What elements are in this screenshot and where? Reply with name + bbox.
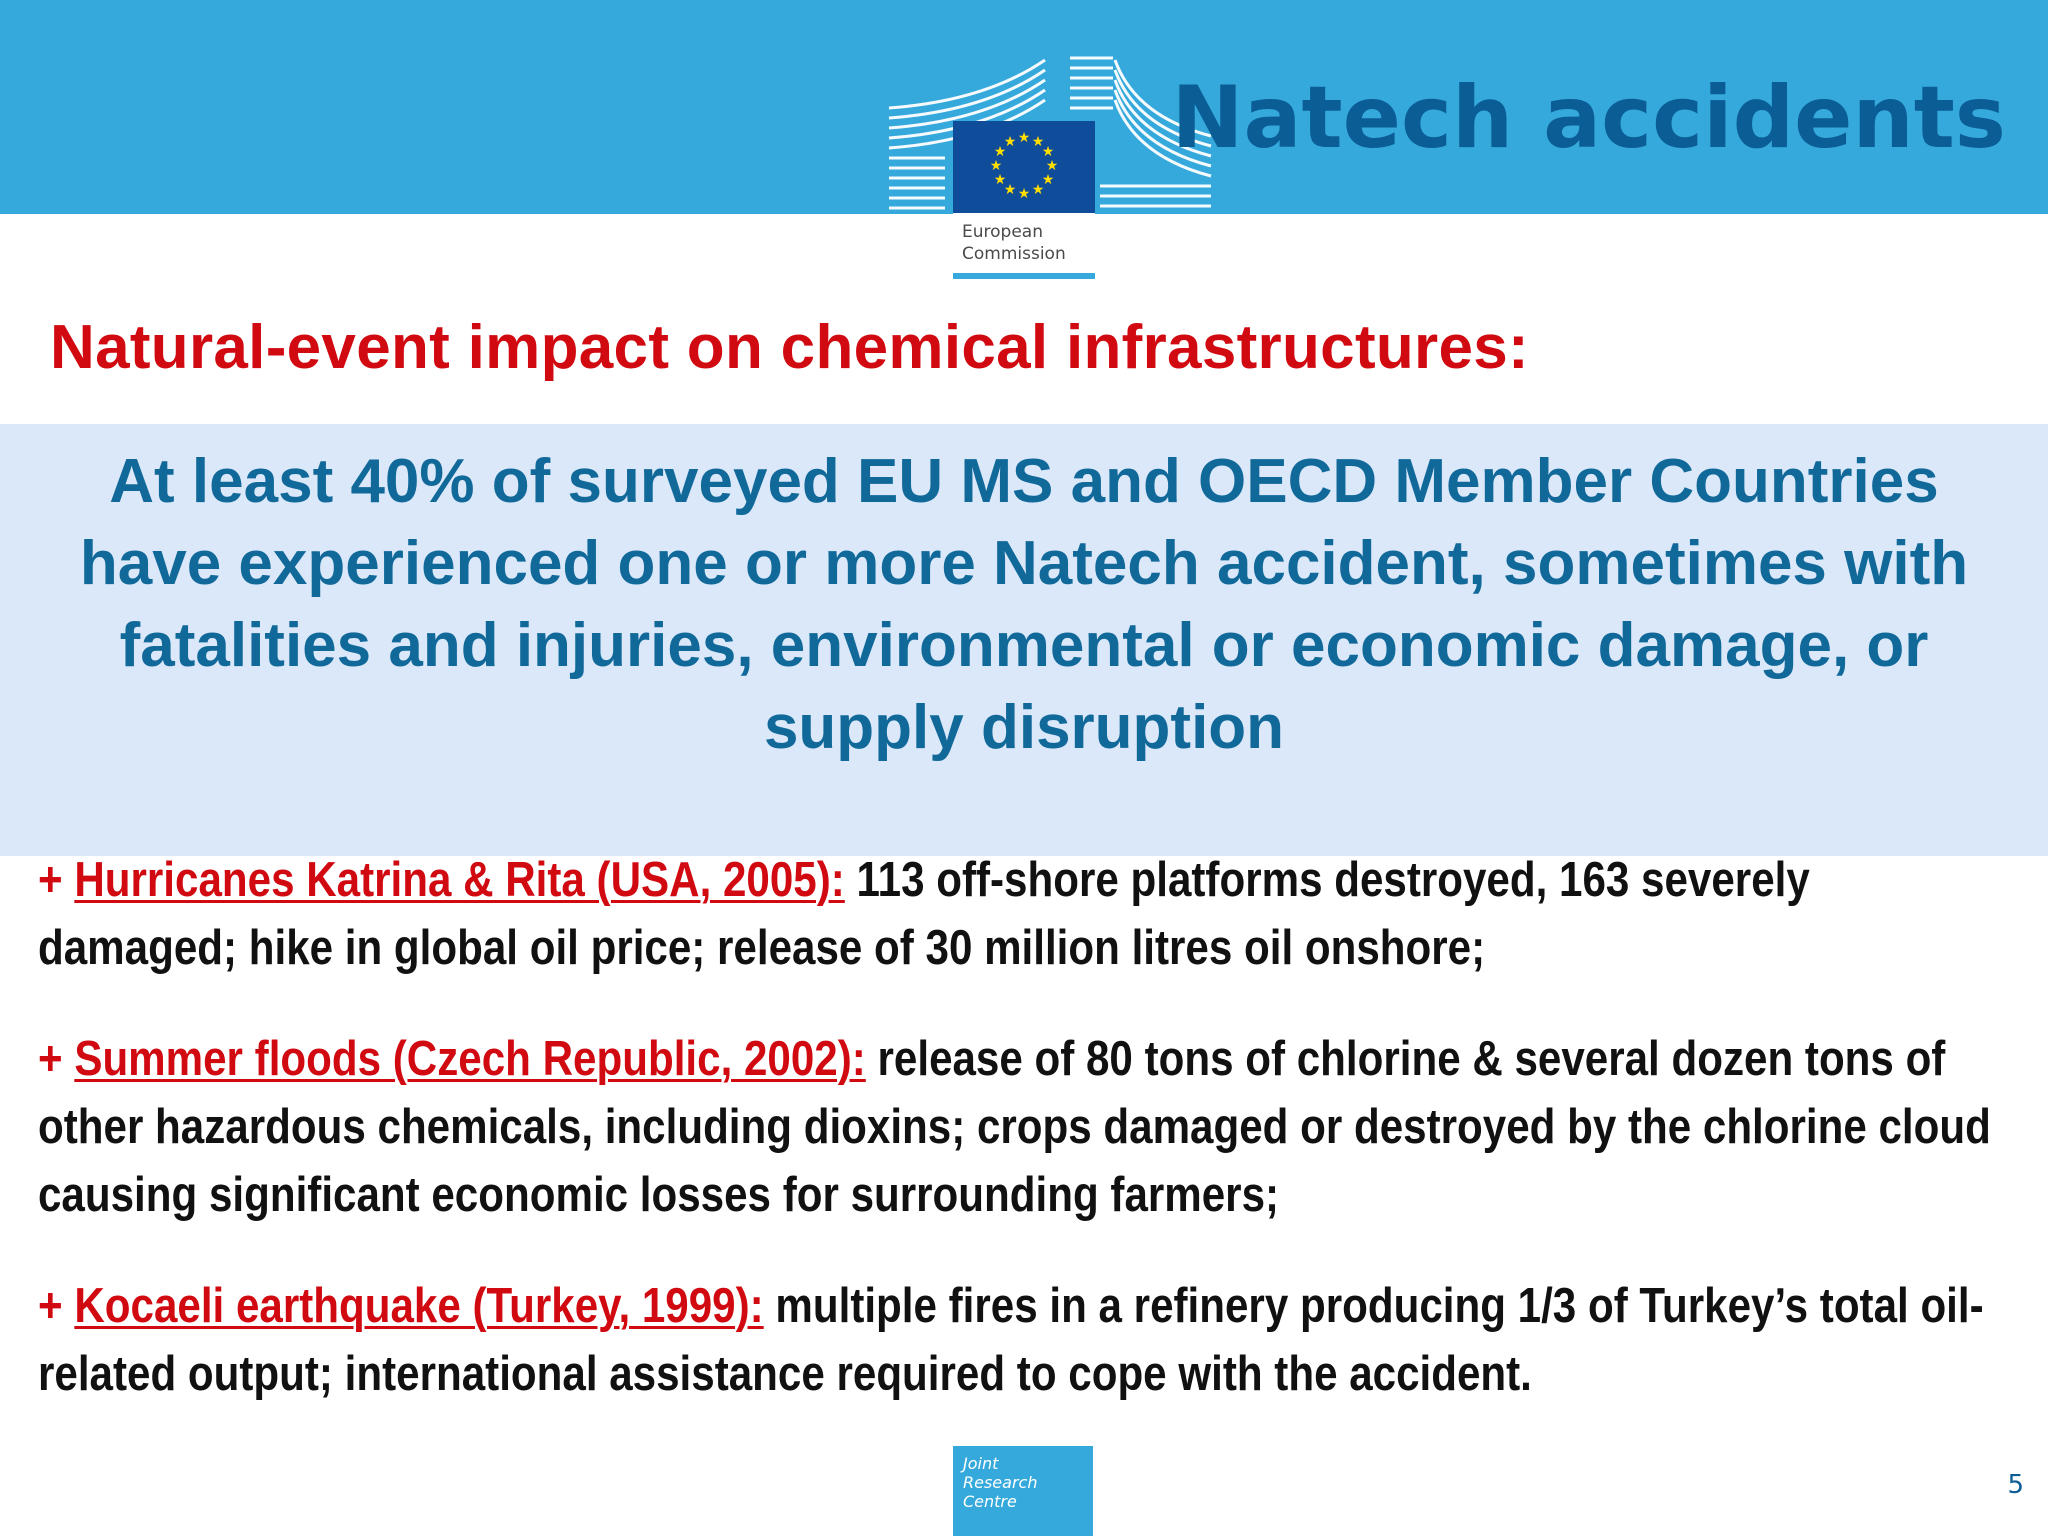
svg-text:★: ★ xyxy=(1003,182,1017,198)
slide-subtitle: Natural-event impact on chemical infrastructures: xyxy=(50,313,1529,382)
page-number: 5 xyxy=(2007,1470,2024,1500)
jrc-label xyxy=(963,1454,1088,1511)
example-title: Kocaeli earthquake (Turkey, 1999): xyxy=(74,1279,764,1333)
svg-text:★: ★ xyxy=(1041,172,1055,188)
svg-text:★: ★ xyxy=(1031,182,1045,198)
jrc-logo xyxy=(953,1446,1093,1536)
bullet-plus: + xyxy=(38,1279,63,1333)
svg-text:★: ★ xyxy=(1031,134,1045,150)
logo-label xyxy=(962,221,1094,265)
examples-list xyxy=(38,846,2018,1451)
jrc-label-line3: Centre xyxy=(963,1492,1017,1511)
svg-text:★: ★ xyxy=(1045,158,1059,174)
example-text: 113 off-shore platforms destroyed, 163 severely damaged; hike in global oil price; release of 30 million litres oil onshore; xyxy=(38,853,1810,975)
svg-text:★: ★ xyxy=(1017,186,1031,202)
example-text: release of 80 tons of chlorine & several dozen tons of other hazardous chemicals, including dioxins; crops damaged or destroyed by the chlorine cloud causing significant economic losses for surrounding farmers; xyxy=(38,1032,1991,1222)
european-commission-logo xyxy=(953,121,1095,279)
svg-text:★: ★ xyxy=(993,172,1007,188)
highlight-statement: At least 40% of surveyed EU MS and OECD Member Countries have experienced one or more Natech accident, sometimes with fatalities and injuries, environmental or economic damage, or supply disruption xyxy=(79,447,1969,762)
logo-label-line2: Commission xyxy=(962,244,1066,264)
bullet-plus: + xyxy=(38,853,63,907)
example-item-czech-floods xyxy=(38,1025,2016,1229)
example-title: Hurricanes Katrina & Rita (USA, 2005): xyxy=(74,853,845,907)
bullet-plus: + xyxy=(38,1032,63,1086)
example-item-katrina xyxy=(38,846,2016,982)
svg-text:★: ★ xyxy=(1003,134,1017,150)
svg-text:★: ★ xyxy=(1041,144,1055,160)
slide-title: Natech accidents xyxy=(1171,68,2006,168)
example-item-kocaeli xyxy=(38,1272,2016,1408)
example-title: Summer floods (Czech Republic, 2002): xyxy=(74,1032,866,1086)
svg-text:★: ★ xyxy=(1017,130,1031,146)
example-text: multiple fires in a refinery producing 1/3 of Turkey’s total oil-related output; international assistance required to cope with the accident. xyxy=(38,1279,1984,1401)
logo-label-line1: European xyxy=(962,222,1043,242)
svg-text:★: ★ xyxy=(989,158,1003,174)
jrc-label-line2: Research xyxy=(963,1473,1038,1492)
logo-underline xyxy=(953,273,1095,279)
eu-flag-icon xyxy=(953,121,1095,213)
svg-text:★: ★ xyxy=(993,144,1007,160)
jrc-label-line1: Joint xyxy=(963,1454,999,1473)
